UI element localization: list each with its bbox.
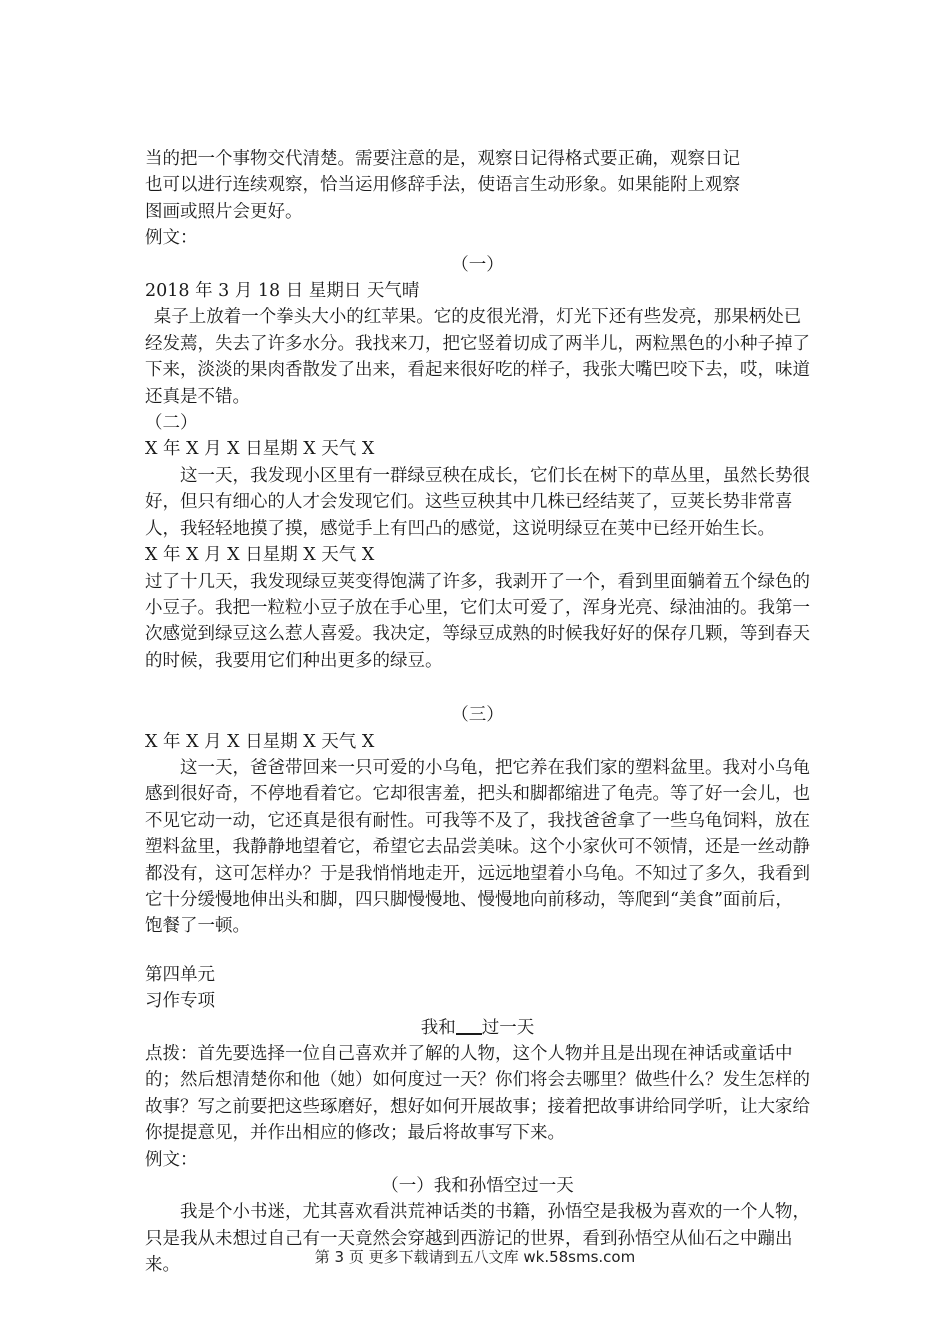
writing-title	[145, 1015, 810, 1041]
writing-tip: 点拨：首先要选择一位自己喜欢并了解的人物，这个人物并且是出现在神话或童话中的；然后想清楚你和他（她）如何度过一天？你们将会去哪里？做些什么？发生怎样的故事？写之前要把这些琢磨好，想好如何开展故事；接着把故事讲给同学听，让大家给你提提意见，并作出相应的修改；最后将故事写下来。	[145, 1044, 810, 1144]
page-footer: 第 3 页 更多下载请到五八文库 wk.58sms.com	[314, 1248, 636, 1266]
unit-topic: 习作专项	[145, 991, 215, 1012]
section-3-heading: （三）	[451, 705, 504, 726]
intro-line-2: 也可以进行连续观察，恰当运用修辞手法，使语言生动形象。如果能附上观察	[145, 175, 740, 196]
spacer	[145, 940, 810, 962]
essay-body: 我是个小书迷，尤其喜欢看洪荒神话类的书籍，孙悟空是我极为喜欢的一个人物，只是我从未想过自己有一天竟然会穿越到西游记的世界，看到孙悟空从仙石之中蹦出来。	[145, 1202, 810, 1276]
intro-line-1: 当的把一个事物交代清楚。需要注意的是，观察日记得格式要正确，观察日记	[145, 149, 740, 169]
section-3-date: X 年 X 月 X 日星期 X 天气 X	[145, 731, 375, 752]
section-2-body-2: 过了十几天，我发现绿豆荚变得饱满了许多，我剥开了一个，看到里面躺着五个绿色的小豆子。我把一粒粒小豆子放在手心里，它们太可爱了，浑身光亮、绿油油的。我第一次感觉到绿豆这么惹人喜爱。我决定，等绿豆成熟的时候我好好的保存几颗，等到春天的时候，我要用它们种出更多的绿豆。	[145, 571, 810, 671]
writing-title-before: 我和	[420, 1017, 456, 1038]
section-1-date: 2018 年 3 月 18 日 星期日 天气晴	[145, 281, 420, 302]
title-blank	[456, 1033, 482, 1035]
unit-title: 第四单元	[145, 964, 215, 985]
example-label: 例文：	[145, 228, 198, 249]
example-label-2: 例文：	[145, 1149, 198, 1170]
essay-title: （一）我和孙悟空过一天	[381, 1176, 574, 1197]
document-page	[145, 146, 810, 1279]
section-3-body: 这一天，爸爸带回来一只可爱的小乌龟，把它养在我们家的塑料盆里。我对小乌龟感到很好奇，不停地看着它。它却很害羞，把头和脚都缩进了龟壳。等了好一会儿，也不见它动一动，它还真是很有耐性。可我等不及了，我找爸爸拿了一些乌龟饲料，放在塑料盆里，我静静地望着它，希望它去品尝美味。这个小家伙可不领情，还是一丝动静都没有，这可怎样办？于是我悄悄地走开，远远地望着小乌龟。不知过了多久，我看到它十分缓慢地伸出头和脚，四只脚慢慢地、慢慢地向前移动，等爬到“美食”面前后，饱餐了一顿。	[145, 757, 810, 937]
spacer	[145, 674, 810, 702]
writing-title-after: 过一天	[481, 1017, 535, 1038]
section-2-heading: （二）	[145, 413, 198, 434]
intro-line-3: 图画或照片会更好。	[145, 201, 303, 222]
section-2-body-1: 这一天，我发现小区里有一群绿豆秧在成长，它们长在树下的草丛里，虽然长势很好，但只有细心的人才会发现它们。这些豆秧其中几株已经结荚了，豆荚长势非常喜人，我轻轻地摸了摸，感觉手上有凹凸的感觉，这说明绿豆在荚中已经开始生长。	[145, 465, 810, 539]
section-1-heading: （一）	[451, 254, 504, 275]
section-1-body: 桌子上放着一个拳头大小的红苹果。它的皮很光滑，灯光下还有些发亮，那果柄处已经发蔫，失去了许多水分。我找来刀，把它竖着切成了两半儿，两粒黑色的小种子掉了下来，淡淡的果肉香散发了出来，看起来很好吃的样子，我张大嘴巴咬下去，哎，味道还真是不错。	[145, 307, 810, 407]
section-2-date-2: X 年 X 月 X 日星期 X 天气 X	[145, 545, 375, 566]
section-2-date-1: X 年 X 月 X 日星期 X 天气 X	[145, 439, 375, 460]
